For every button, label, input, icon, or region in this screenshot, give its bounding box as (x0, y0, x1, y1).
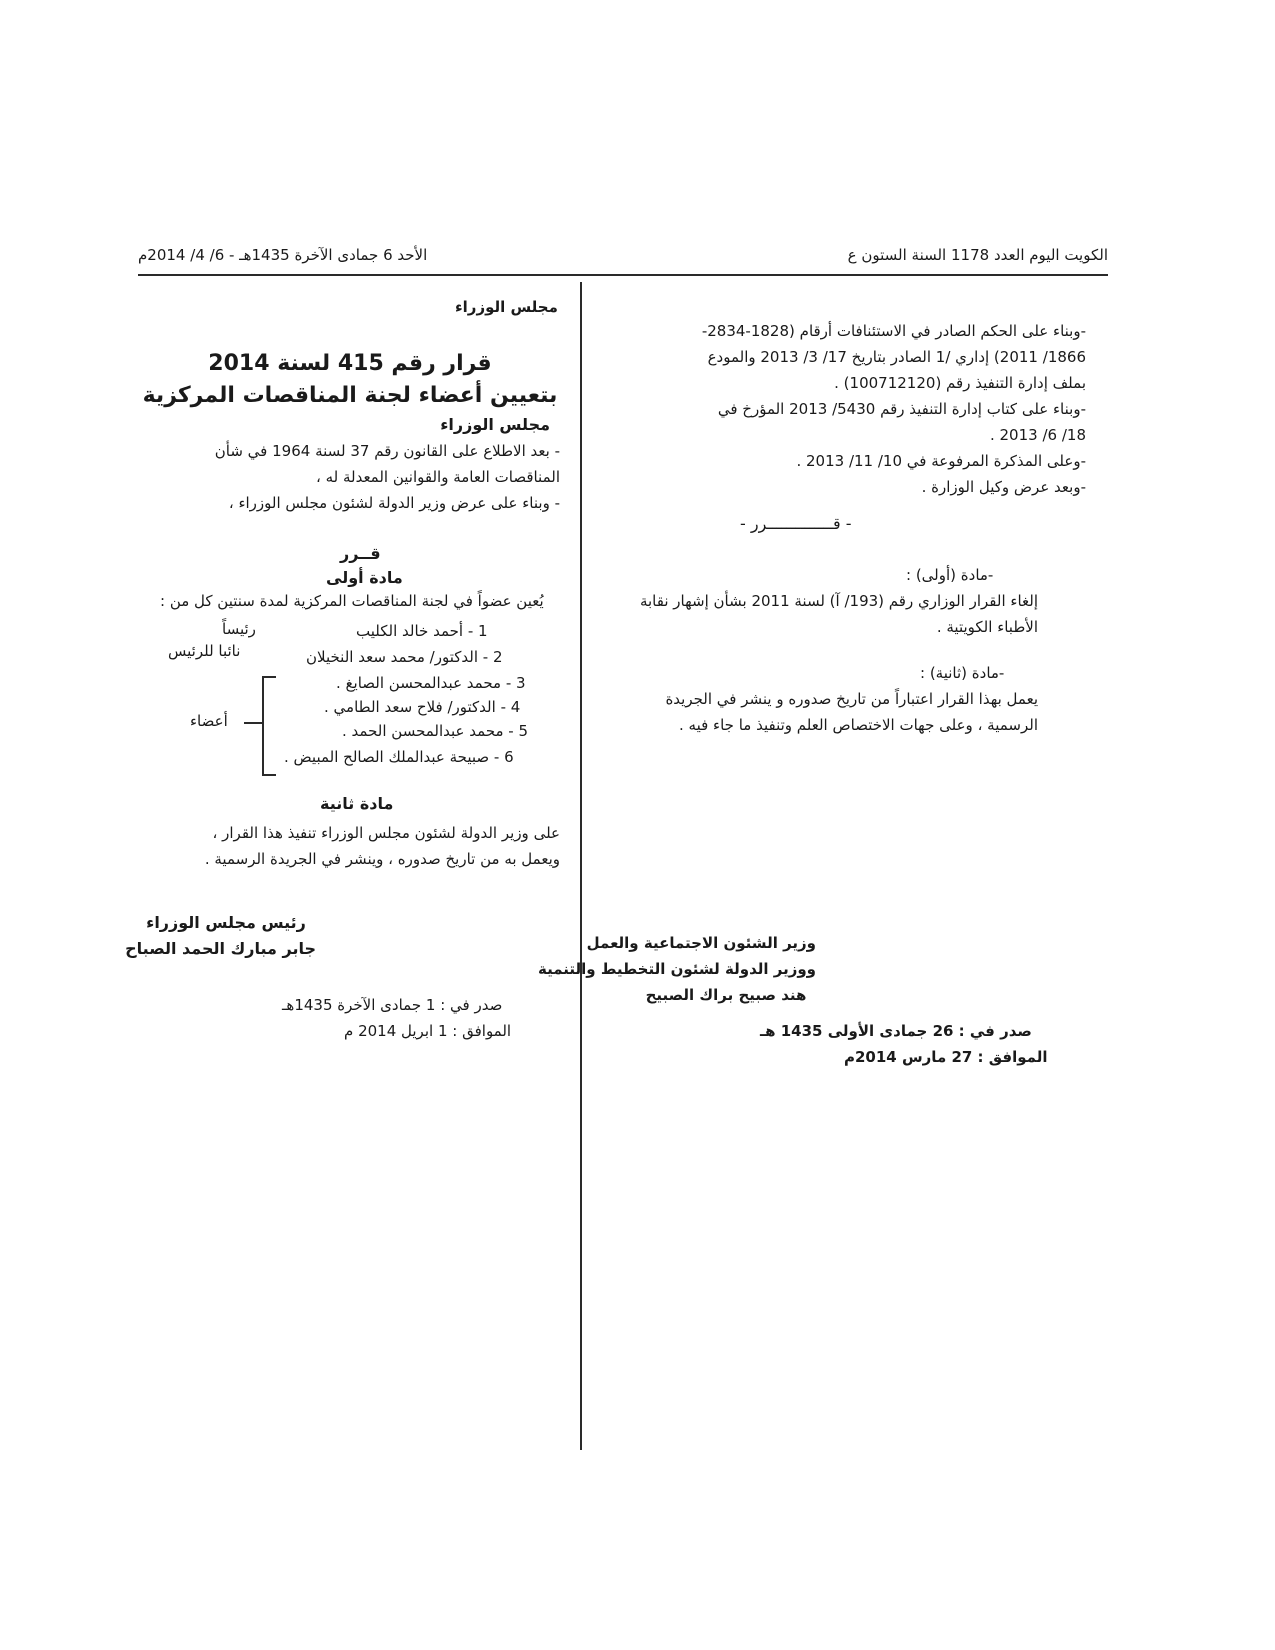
preamble-line: 1866/ 2011) إداري /1 الصادر بتاريخ 17/ 3/ 2013 والمودع (707, 348, 1086, 366)
signature-line: وزير الشئون الاجتماعية والعمل (586, 934, 816, 952)
article2-heading: مادة ثانية (320, 794, 394, 813)
header-date: الأحد 6 جمادى الآخرة 1435هـ - 6/ 4/ 2014م (138, 246, 428, 264)
members-group-label: أعضاء (190, 712, 228, 730)
article2-line: ويعمل به من تاريخ صدوره ، وينشر في الجريدة الرسمية . (204, 850, 560, 868)
issued-date: صدر في : 1 جمادى الآخرة 1435هـ (282, 996, 503, 1014)
article1-title: -مادة (أولى) : (906, 566, 994, 584)
members-brace-tick (244, 722, 262, 724)
member-4-name: 4 - الدكتور/ فلاح سعد الطامي . (324, 698, 521, 716)
header-rule (138, 274, 1108, 276)
preamble-line: - وبناء على عرض وزير الدولة لشئون مجلس الوزراء ، (228, 494, 560, 512)
member-1-name: 1 - أحمد خالد الكليب (356, 622, 488, 640)
article2-line: الرسمية ، وعلى جهات الاختصاص العلم وتنفيذ ما جاء فيه . (679, 716, 1038, 734)
article1-line: الأطباء الكويتية . (936, 618, 1038, 636)
header-issue-info: الكويت اليوم العدد 1178 السنة الستون ع (847, 246, 1108, 264)
decree-title: قرار رقم 415 لسنة 2014 (208, 351, 492, 376)
corresponding-date: الموافق : 1 ابريل 2014 م (344, 1022, 512, 1040)
decree-preamble (140, 438, 560, 516)
decision-heading: - قــــــــــــــرر - (740, 514, 852, 533)
pm-signature (125, 910, 316, 962)
appointment-intro: يُعين عضواً في لجنة المناقصات المركزية لمدة سنتين كل من : (160, 592, 544, 610)
article2-text (140, 820, 560, 872)
article1-line: إلغاء القرار الوزاري رقم (193/ آ) لسنة 2011 بشأن إشهار نقابة (639, 592, 1038, 610)
member-1-role: رئيساً (222, 620, 256, 638)
corresponding-date: الموافق : 27 مارس 2014م (844, 1048, 1048, 1066)
column-divider (580, 282, 582, 1450)
member-2-role: نائبا للرئيس (168, 642, 241, 660)
decree-subject: بتعيين أعضاء لجنة المناقصات المركزية (142, 383, 558, 408)
preamble-line: -وبناء على الحكم الصادر في الاستئنافات أرقام (1828-2834- (701, 322, 1086, 340)
issued-date: صدر في : 26 جمادى الأولى 1435 هـ (760, 1022, 1032, 1040)
article2-body (600, 686, 1038, 738)
preamble-line: المناقصات العامة والقوانين المعدلة له ، (315, 468, 560, 486)
decided-heading: قــرر (340, 544, 381, 563)
signature-line: رئيس مجلس الوزراء (146, 913, 306, 932)
article2-line: يعمل بهذا القرار اعتباراً من تاريخ صدوره و ينشر في الجريدة (665, 690, 1038, 708)
signature-name: جابر مبارك الحمد الصباح (125, 939, 316, 958)
decree-title-block (140, 348, 560, 438)
members-brace (262, 676, 276, 776)
preamble-line: -وبعد عرض وكيل الوزارة . (921, 478, 1086, 496)
preamble-line: بملف إدارة التنفيذ رقم (100712120) . (834, 374, 1086, 392)
member-2-name: 2 - الدكتور/ محمد سعد النخيلان (306, 648, 503, 666)
preamble-line: 18/ 6/ 2013 . (989, 426, 1086, 444)
member-5-name: 5 - محمد عبدالمحسن الحمد . (342, 722, 529, 740)
article2-line: على وزير الدولة لشئون مجلس الوزراء تنفيذ هذا القرار ، (212, 824, 560, 842)
article2-title: -مادة (ثانية) : (920, 664, 1005, 682)
article1-body (600, 588, 1038, 640)
member-3-name: 3 - محمد عبدالمحسن الصايغ . (336, 674, 526, 692)
preamble-line: -وعلى المذكرة المرفوعة في 10/ 11/ 2013 . (796, 452, 1086, 470)
preamble-line: -وبناء على كتاب إدارة التنفيذ رقم 5430/ 2013 المؤرخ في (717, 400, 1086, 418)
minister-signature (538, 930, 816, 1008)
preamble-line: - بعد الاطلاع على القانون رقم 37 لسنة 1964 في شأن (214, 442, 560, 460)
signature-name: هند صبيح براك الصبيح (645, 986, 807, 1004)
member-6-name: 6 - صبيحة عبدالملك الصالح المبيض . (284, 748, 514, 766)
council-heading: مجلس الوزراء (455, 298, 558, 316)
article1-heading: مادة أولى (326, 568, 403, 587)
right-column (640, 318, 1086, 500)
signature-line: ووزير الدولة لشئون التخطيط والتنمية (538, 960, 816, 978)
council-subheading: مجلس الوزراء (440, 415, 550, 434)
